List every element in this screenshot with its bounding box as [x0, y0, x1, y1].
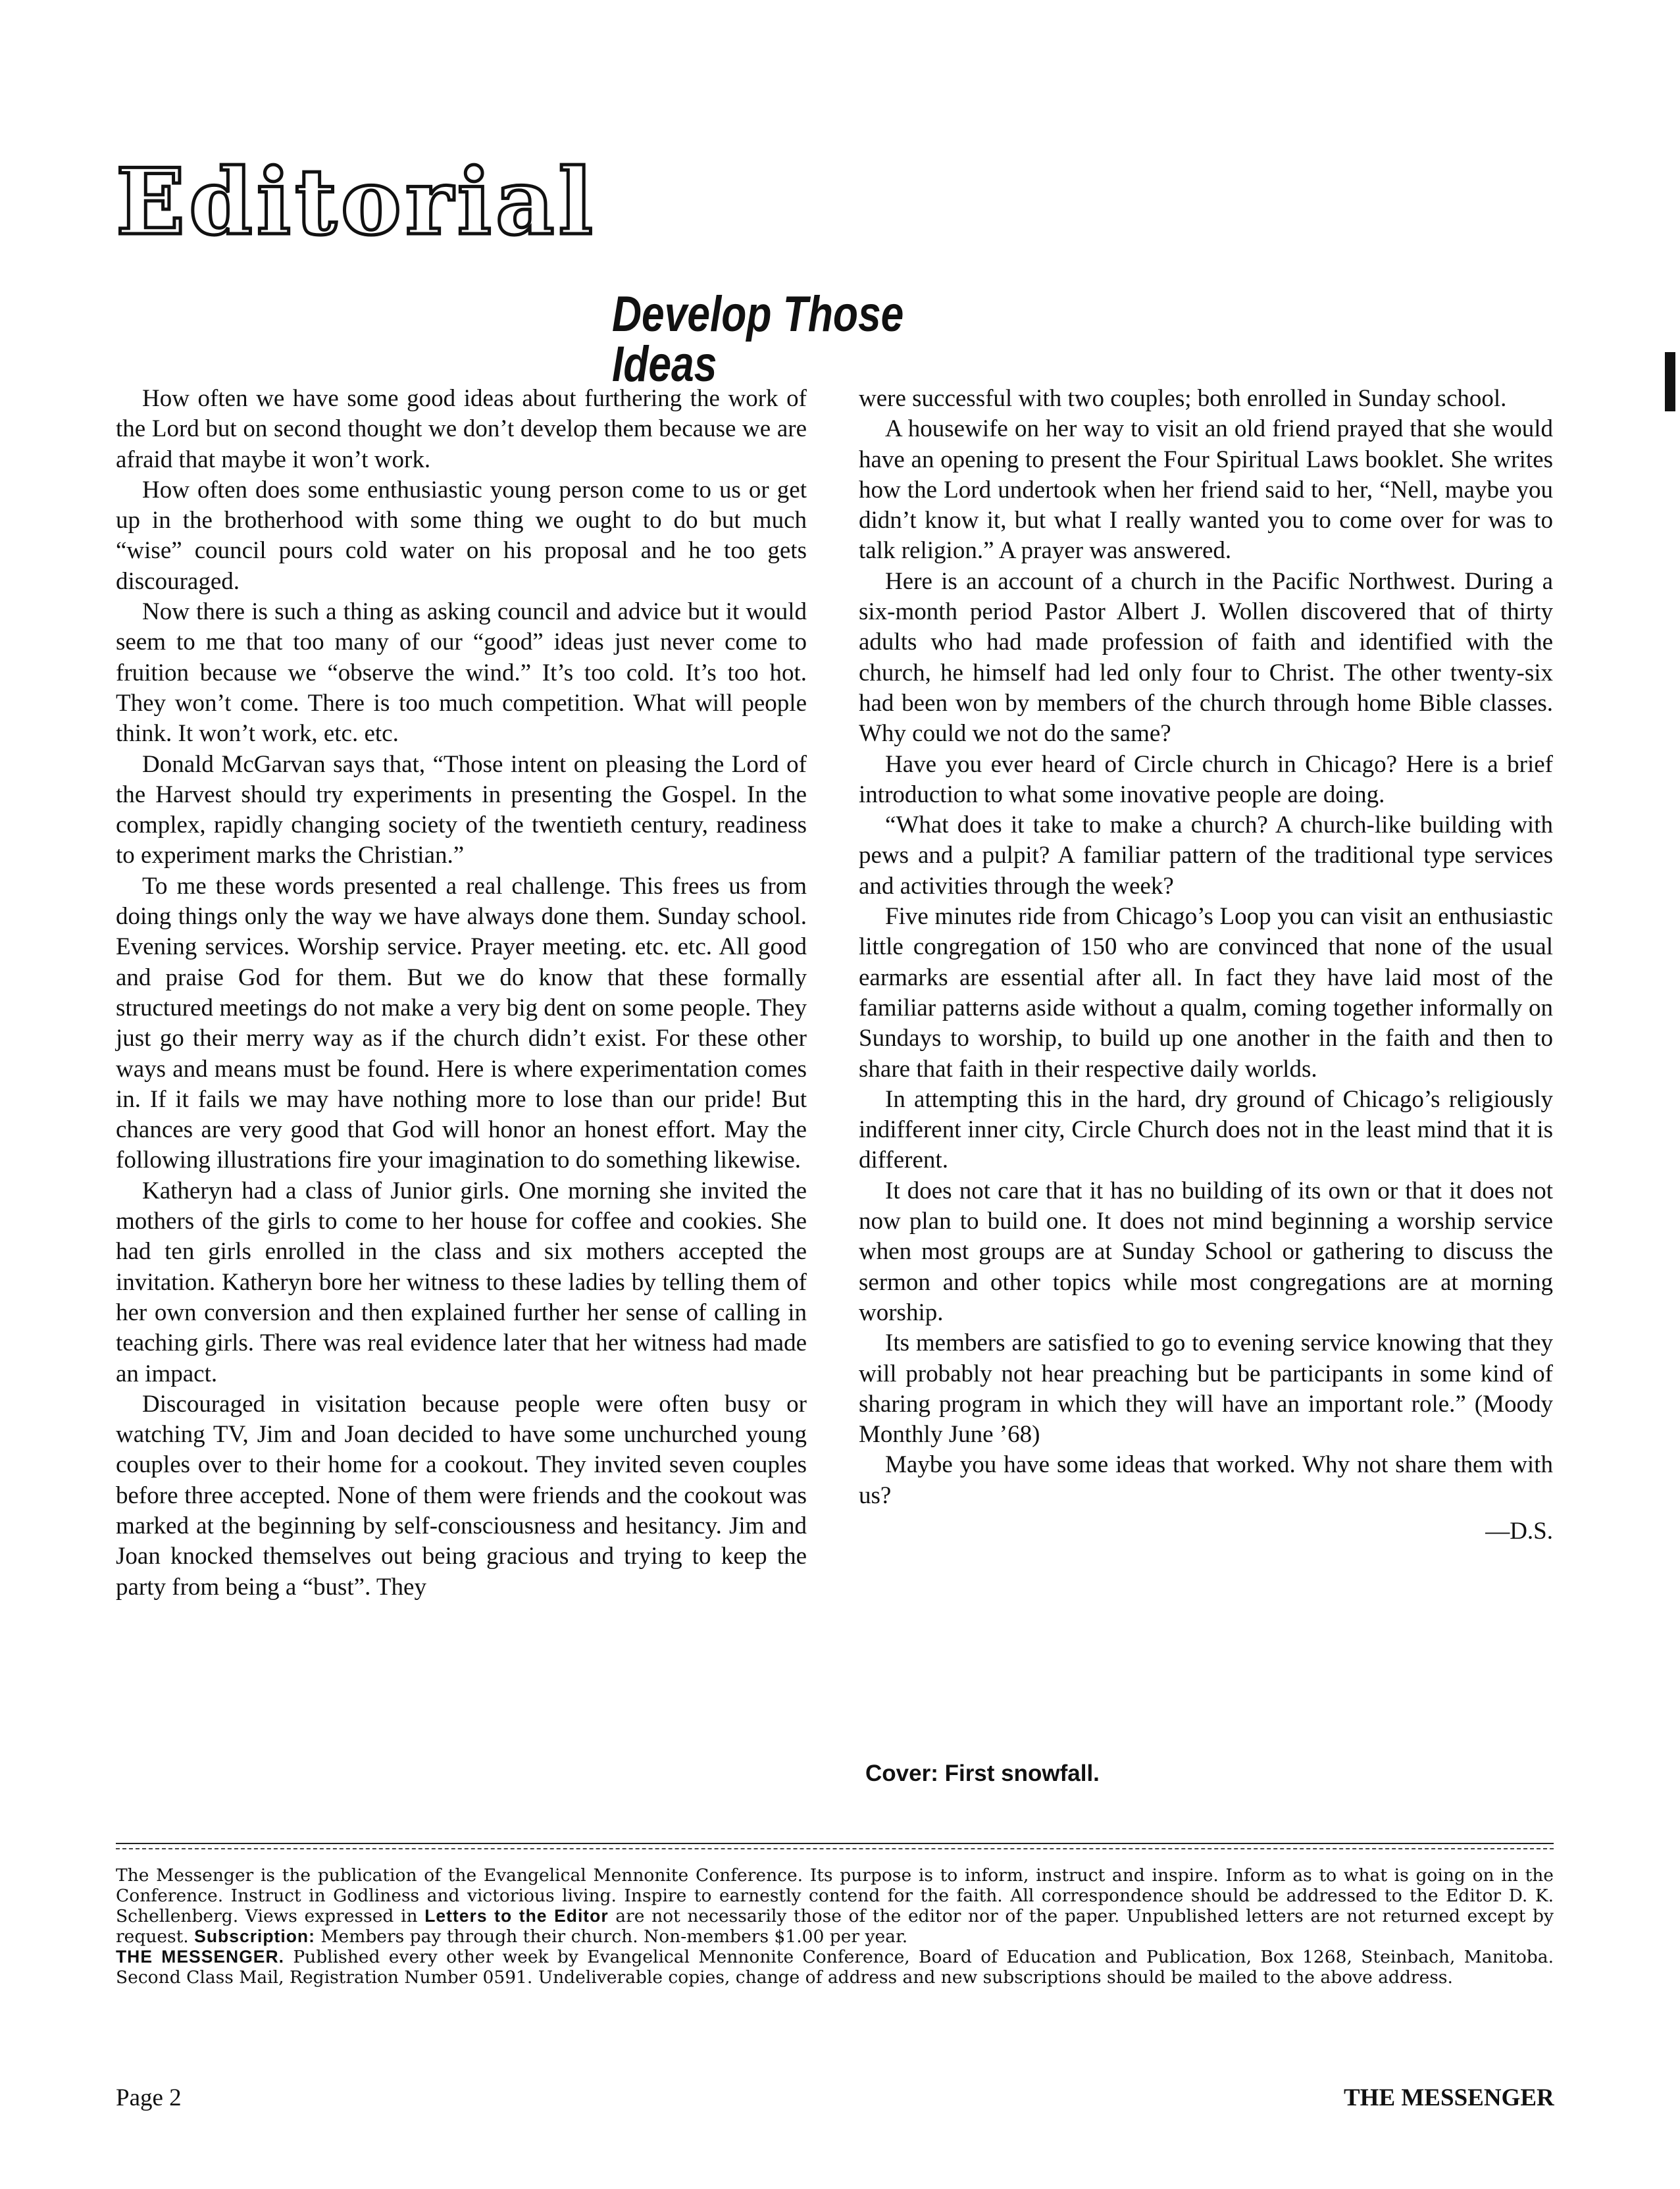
paragraph: Maybe you have some ideas that worked. Why not share them with us?	[859, 1451, 1553, 1509]
publication-notice	[116, 1865, 1554, 1988]
paragraph: Have you ever heard of Circle church in Chicago? Here is a brief introduction to what some inovative people are doing.	[859, 750, 1553, 808]
article-title: Develop Those Ideas	[612, 286, 904, 392]
cover-caption: Cover: First snowfall.	[865, 1761, 1100, 1786]
notice-paragraph	[116, 1947, 1554, 1988]
notice-text: Published every other week by Evangelical Mennonite Conference, Board of Education and Publication, Box 1268, Steinbach, Manitoba. Second Class Mail, Registration Number 0591. Undeliverable copies, change of address and new subscriptions should be mailed to the above address.	[116, 1947, 1554, 1988]
paragraph: “What does it take to make a church? A church-like building with pews and a pulpit? A familiar pattern of the traditional type services and activities through the week?	[859, 811, 1553, 900]
paragraph: How often does some enthusiastic young person come to us or get up in the brotherhood with some thing we ought to do but much “wise” council pours cold water on his proposal and he too gets discouraged.	[116, 476, 807, 595]
paragraph: Its members are satisfied to go to evening service knowing that they will probably not hear preaching but be participants in some kind of sharing program in which they will have an important role.” (Moody Monthly June ’68)	[859, 1329, 1553, 1449]
notice-paragraph	[116, 1865, 1554, 1947]
article-column-left	[116, 384, 807, 1603]
notice-emphasis: Subscription:	[194, 1926, 315, 1946]
paragraph-continuation: were successful with two couples; both enrolled in Sunday school.	[859, 385, 1507, 412]
divider-top	[116, 1843, 1554, 1844]
paragraph: It does not care that it has no building of its own or that it does not now plan to build one. It does not mind beginning a worship service when most groups are at Sunday School or gathering to discuss the sermon and other topics while most congregations are at morning worship.	[859, 1177, 1553, 1326]
paragraph: Here is an account of a church in the Pacific Northwest. During a six-month period Pastor Albert J. Wollen discovered that of thirty adults who had made profession of faith and identified with the church, he himself had led only four to Christ. The other twenty-six had been won by members of the church through home Bible classes. Why could we not do the same?	[859, 567, 1553, 748]
paragraph: Five minutes ride from Chicago’s Loop you can visit an enthusiastic little congregation of 150 who are convinced that none of the usual earmarks are essential after all. In fact they have laid most of the familiar patterns aside without a qualm, coming together informally on Sundays to worship, to build up one another in the faith and then to share that faith in their respective daily worlds.	[859, 903, 1553, 1083]
paragraph: Katheryn had a class of Junior girls. One morning she invited the mothers of the girls to come to her house for coffee and cookies. She had ten girls enrolled in the class and six mothers accepted the invitation. Katheryn bore her witness to these ladies by telling them of her own conversion and then explained further her sense of calling in teaching girls. There was real evidence later that her witness had made an impact.	[116, 1177, 807, 1387]
paragraph: Now there is such a thing as asking council and advice but it would seem to me that too many of our “good” ideas just never come to fruition because we “observe the wind.” It’s too cold. It’s too hot. They won’t come. There is too much competition. What will people think. It won’t work, etc. etc.	[116, 598, 807, 748]
divider-dashed	[116, 1848, 1554, 1849]
paragraph: In attempting this in the hard, dry ground of Chicago’s religiously indifferent inner city, Circle Church does not in the least mind that it is different.	[859, 1085, 1553, 1174]
paragraph: How often we have some good ideas about furthering the work of the Lord but on second thought we don’t develop them because we are afraid that maybe it won’t work.	[116, 385, 807, 473]
page-number: Page 2	[116, 2084, 182, 2111]
notice-text: are not necessarily those of the editor nor of the paper. Unpublished letters are not returned except by request.	[116, 1906, 1554, 1947]
scan-edge-mark	[1665, 352, 1675, 411]
paragraph: A housewife on her way to visit an old friend prayed that she would have an opening to present the Four Spiritual Laws booklet. She writes how the Lord undertook when her friend said to her, “Nell, maybe you didn’t know it, but what I really wanted you to come over for was to talk religion.” A prayer was answered.	[859, 415, 1553, 565]
notice-text: The Messenger is the publication of the Evangelical Mennonite Conference. Its purpose is to inform, instruct and inspire. Inform as to what is going on in the Conference. Instruct in Godliness and victorious living. Inspire to earnestly contend for the faith. All correspondence should be addressed to the Editor D. K. Schellenberg. Views expressed in	[116, 1865, 1554, 1926]
paragraph: To me these words presented a real challenge. This frees us from doing things only the way we have always done them. Sunday school. Evening services. Worship service. Prayer meeting. etc. etc. All good and praise God for them. But we do know that these formally structured meetings do not make a very big dent on some people. They just go their merry way as if the church didn’t exist. For these other ways and means must be found. Here is where experimentation comes in. If it fails we may have nothing more to lose than our pride! But chances are very good that God will honor an honest effort. May the following illustrations fire your imagination to do something likewise.	[116, 872, 807, 1174]
notice-emphasis: THE MESSENGER.	[116, 1947, 284, 1967]
paragraph: Donald McGarvan says that, “Those intent on pleasing the Lord of the Harvest should try experiments in presenting the Gospel. In the complex, rapidly changing society of the twentieth century, readiness to experiment marks the Christian.”	[116, 750, 807, 869]
notice-emphasis: Letters to the Editor	[424, 1906, 609, 1926]
article-column-right	[859, 384, 1553, 1547]
notice-text: Members pay through their church. Non-members $1.00 per year.	[315, 1926, 908, 1947]
masthead-title: Editorial	[116, 148, 597, 255]
publication-name: THE MESSENGER	[1344, 2084, 1554, 2111]
author-signature: —D.S.	[1485, 1517, 1553, 1545]
paragraph: Discouraged in visitation because people were often busy or watching TV, Jim and Joan decided to have some unchurched young couples over to their home for a cookout. They invited seven couples before three accepted. None of them were friends and the cookout was marked at the beginning by self-consciousness and hesitancy. Jim and Joan knocked themselves out being gracious and trying to keep the party from being a “bust”. They	[116, 1390, 807, 1601]
